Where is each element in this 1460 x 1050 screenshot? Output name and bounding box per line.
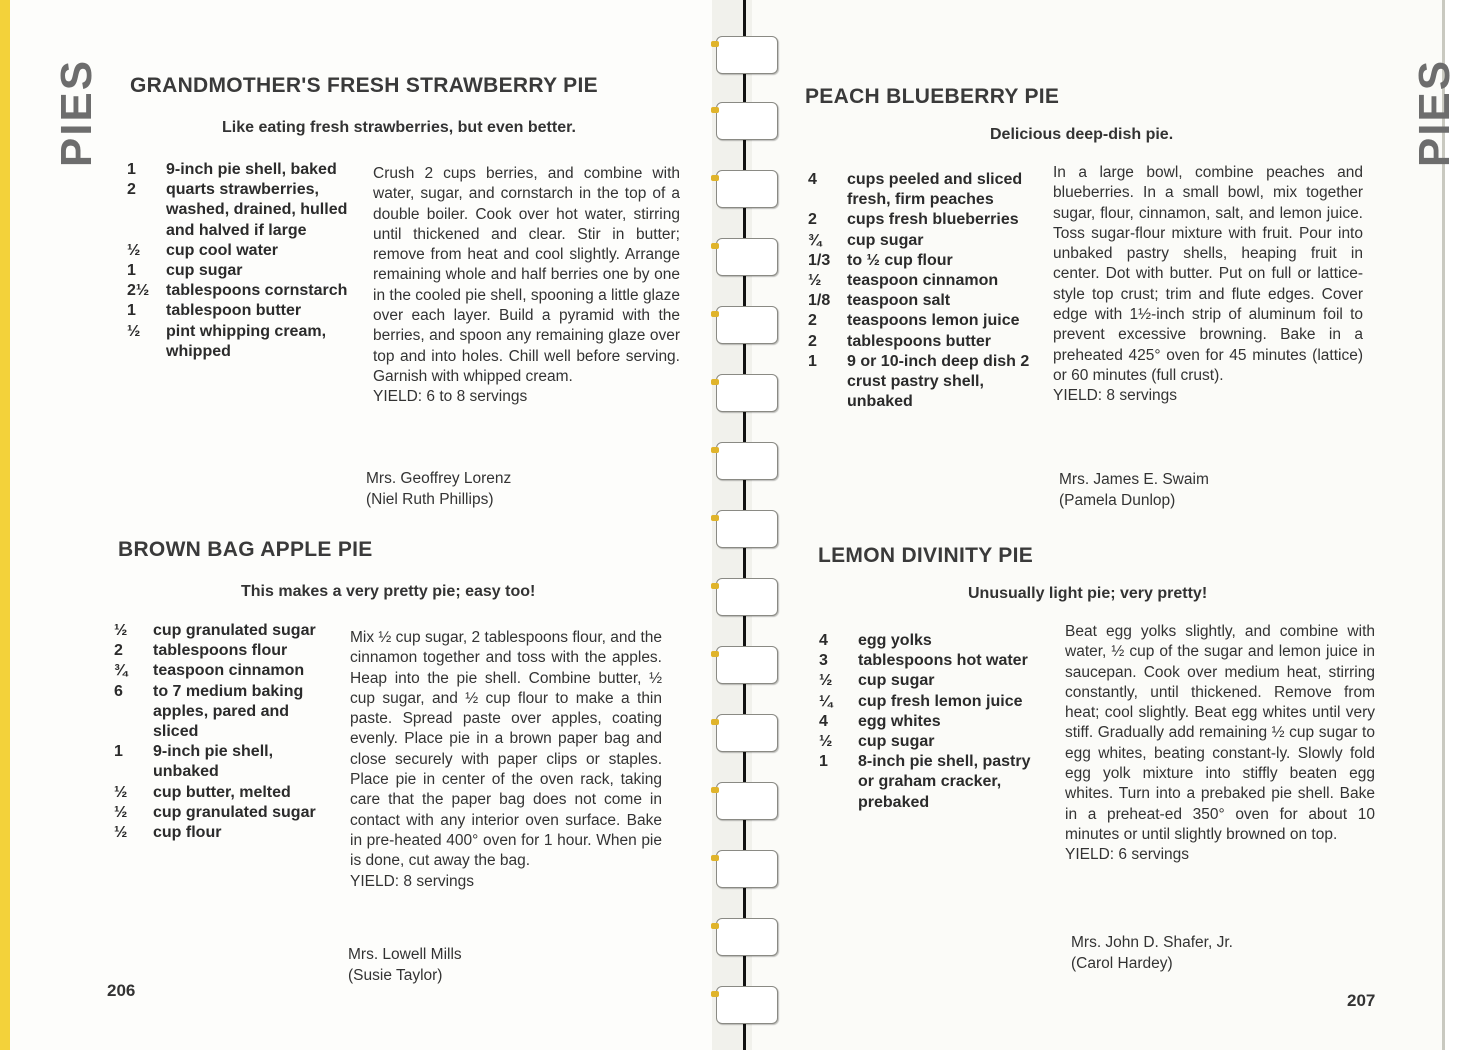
recipe-method — [373, 164, 680, 408]
recipe-title: BROWN BAG APPLE PIE — [118, 538, 373, 561]
ingredient-quantity: 1 — [127, 302, 136, 320]
ingredient-item — [127, 160, 352, 180]
ingredient-quantity: 1/3 — [808, 251, 831, 269]
ingredient-item — [127, 322, 352, 362]
binding-ring — [716, 510, 778, 548]
ingredient-item — [808, 311, 1038, 331]
ingredient-quantity: 2 — [127, 181, 136, 199]
recipe-method — [1053, 163, 1363, 407]
ingredient-text: 9 or 10-inch deep dish 2 crust pastry shell, unbaked — [847, 352, 1030, 411]
binding-ring — [716, 646, 778, 684]
binding-ring — [716, 170, 778, 208]
ingredient-text: cup granulated sugar — [153, 622, 316, 639]
ingredient-item — [819, 651, 1044, 671]
page-number-right: 207 — [1347, 991, 1376, 1010]
ingredient-text: to 7 medium baking apples, pared and sliced — [153, 682, 304, 741]
section-tab-right: PIES — [1410, 58, 1460, 168]
ingredient-item — [808, 210, 1038, 230]
credit-name: Mrs. James E. Swaim — [1059, 471, 1209, 488]
ingredient-item — [819, 671, 1044, 691]
ingredient-text: cup sugar — [858, 672, 935, 690]
ingredient-item — [819, 712, 1044, 732]
ingredient-text: teaspoons lemon juice — [847, 312, 1020, 330]
ingredient-text: tablespoons hot water — [858, 652, 1028, 670]
ingredient-quantity: 4 — [819, 632, 828, 649]
ingredient-item — [808, 291, 1038, 311]
binding-ring — [716, 782, 778, 820]
ingredient-item — [808, 271, 1038, 291]
ingredient-item — [114, 682, 336, 743]
ingredient-quantity: 2 — [808, 312, 817, 330]
ingredient-quantity: ½ — [114, 824, 128, 842]
ingredient-list — [114, 621, 336, 843]
ingredient-text: cups fresh blueberries — [847, 211, 1019, 229]
ingredient-text: cups peeled and sliced fresh, firm peaches — [847, 171, 1023, 209]
recipe-credit — [1071, 932, 1233, 974]
recipe-subtitle: This makes a very pretty pie; easy too! — [241, 583, 536, 600]
recipe-method — [1065, 622, 1375, 866]
ingredient-text: teaspoon cinnamon — [153, 662, 305, 680]
ingredient-quantity: ½ — [114, 803, 128, 821]
ingredient-text: egg yolks — [858, 632, 932, 649]
ingredient-item — [114, 621, 336, 641]
ingredient-item — [127, 281, 352, 301]
cover-edge — [0, 0, 10, 1050]
ingredient-text: egg whites — [858, 712, 941, 730]
credit-maiden-name: (Pamela Dunlop) — [1059, 492, 1176, 509]
ingredient-item — [808, 251, 1038, 271]
ingredient-item — [114, 742, 336, 782]
binding-ring — [716, 918, 778, 956]
credit-name: Mrs. Geoffrey Lorenz — [366, 470, 512, 487]
ingredient-quantity: 2 — [114, 642, 123, 660]
ingredient-list — [819, 631, 1044, 813]
recipe-yield: YIELD: 8 servings — [350, 872, 475, 890]
left-page — [10, 0, 722, 1050]
binding-ring — [716, 102, 778, 140]
method-text: Beat egg yolks slightly, and combine with water, ½ cup of the sugar and lemon juice in saucepan. Cook over medium heat, stirring constantly, until thickened. Remove from heat; cool slightly. Beat egg whites until very stiff. Gradually add remaining ½ cup sugar to egg whites, beating constant-ly. Slowly fold egg yolk mixture into stiffly beaten egg whites. Turn into a prebaked pie shell. Bake in a preheat-ed 350° oven for about 10 minutes or until slightly browned on top. — [1065, 623, 1375, 843]
ingredient-text: tablespoons butter — [847, 332, 992, 350]
recipe-credit — [366, 468, 511, 510]
ingredient-quantity: 6 — [114, 682, 123, 700]
ingredient-quantity: 1 — [127, 262, 136, 280]
binding-ring — [716, 374, 778, 412]
recipe-subtitle: Delicious deep-dish pie. — [990, 126, 1174, 143]
recipe-yield: YIELD: 6 servings — [1065, 846, 1190, 864]
ingredient-text: cup sugar — [847, 231, 924, 249]
section-tab-left: PIES — [52, 58, 102, 168]
recipe-yield: YIELD: 8 servings — [1053, 387, 1178, 405]
ingredient-text: tablespoons flour — [153, 642, 288, 660]
ingredient-text: tablespoons cornstarch — [166, 282, 348, 300]
ingredient-text: cup granulated sugar — [153, 803, 316, 821]
recipe-title: GRANDMOTHER'S FRESH STRAWBERRY PIE — [130, 74, 598, 97]
ingredient-quantity: 4 — [808, 171, 817, 188]
ingredient-item — [808, 231, 1038, 251]
right-page — [748, 0, 1445, 1050]
method-text: In a large bowl, combine peaches and blueberries. In a small bowl, mix together sugar, flour, cinnamon, salt, and lemon juice. Toss sugar-flour mixture with fruit. Pour into unbaked pastry shells, heaping fruit in center. Dot with butter. Put on full or lattice-style top crust; trim and flute edges. Cover edge with 1½-inch strip of aluminum foil to prevent excessive browning. Bake in a preheated 425° oven for 45 minutes (lattice) or 60 minutes (full crust). — [1053, 164, 1363, 384]
ingredient-item — [819, 692, 1044, 712]
ingredient-quantity: ½ — [114, 783, 128, 801]
ingredient-quantity: ½ — [808, 272, 822, 290]
ingredient-text: cup butter, melted — [153, 783, 291, 801]
recipe-credit — [1059, 469, 1209, 511]
ingredient-quantity: ½ — [114, 622, 128, 639]
ingredient-list — [808, 170, 1038, 412]
ingredient-item — [808, 170, 1038, 210]
ingredient-item — [114, 803, 336, 823]
ingredient-quantity: 1 — [127, 161, 136, 178]
ingredient-quantity: ¼ — [819, 692, 833, 710]
recipe-yield: YIELD: 6 to 8 servings — [373, 388, 528, 406]
recipe-subtitle: Unusually light pie; very pretty! — [968, 585, 1208, 602]
binding-ring — [716, 578, 778, 616]
ingredient-quantity: 2 — [808, 211, 817, 229]
ingredient-text: tablespoon butter — [166, 302, 302, 320]
ingredient-text: 9-inch pie shell, baked — [166, 161, 337, 178]
recipe-title: LEMON DIVINITY PIE — [818, 544, 1034, 567]
ingredient-quantity: ½ — [819, 672, 833, 690]
ingredient-text: cup cool water — [166, 241, 279, 259]
ingredient-text: pint whipping cream, whipped — [166, 322, 327, 360]
binding-ring — [716, 714, 778, 752]
ingredient-text: to ½ cup flour — [847, 251, 953, 269]
binding-ring — [716, 306, 778, 344]
binding-ring — [716, 36, 778, 74]
method-text: Mix ½ cup sugar, 2 tablespoons flour, and the cinnamon together and toss with the apples. Heap into the pie shell. Combine butter, ½ cup sugar, and ½ cup flour to make a thin paste. Spread paste over apples, coating evenly. Place pie in a brown paper bag and close securely with paper clips or staples. Place pie in center of the oven rack, taking care that the paper bag does not come in contact with any interior oven surface. Bake in pre-heated 400° oven for 1 hour. When pie is done, cut away the bag. — [350, 629, 662, 870]
ingredient-item — [819, 631, 1044, 651]
ingredient-quantity: 1 — [819, 753, 828, 771]
ingredient-quantity: ¾ — [114, 662, 128, 680]
recipe-subtitle: Like eating fresh strawberries, but even better. — [222, 119, 576, 136]
page-number-left: 206 — [107, 981, 136, 1000]
ingredient-quantity: 4 — [819, 712, 828, 730]
credit-maiden-name: (Susie Taylor) — [348, 967, 443, 984]
ingredient-text: 9-inch pie shell, unbaked — [153, 743, 274, 781]
recipe-credit — [348, 944, 462, 986]
ingredient-item — [127, 261, 352, 281]
ingredient-quantity: 1/8 — [808, 292, 831, 310]
ingredient-item — [819, 732, 1044, 752]
ingredient-text: cup sugar — [166, 262, 243, 280]
ingredient-item — [127, 301, 352, 321]
ingredient-quantity: 3 — [819, 652, 828, 670]
ingredient-text: teaspoon cinnamon — [847, 272, 999, 290]
ingredient-text: cup fresh lemon juice — [858, 692, 1023, 710]
binding-ring — [716, 850, 778, 888]
ingredient-item — [114, 661, 336, 681]
binding-ring — [716, 238, 778, 276]
binding-ring — [716, 442, 778, 480]
binding-ring — [716, 986, 778, 1024]
ingredient-item — [127, 180, 352, 241]
ingredient-text: cup sugar — [858, 733, 935, 751]
method-text: Crush 2 cups berries, and combine with water, sugar, and cornstarch in the top of a double boiler. Cook over hot water, stirring until thickened and clear. Stir in butter; remove from heat and cool slightly. Arrange remaining whole and half berries one by one in the cooled pie shell, spooning a little glaze over each layer. Build a pyramid with the berries, and spoon any remaining glaze over top and into holes. Chill well before serving. Garnish with whipped cream. — [373, 165, 680, 385]
ingredient-text: 8-inch pie shell, pastry or graham cracker, prebaked — [858, 753, 1031, 811]
ingredient-text: quarts strawberries, washed, drained, hulled and halved if large — [166, 181, 348, 239]
ingredient-text: teaspoon salt — [847, 292, 951, 310]
recipe-title: PEACH BLUEBERRY PIE — [805, 85, 1060, 108]
ingredient-quantity: 1 — [808, 352, 817, 370]
ingredient-quantity: ½ — [819, 733, 833, 751]
credit-name: Mrs. Lowell Mills — [348, 946, 462, 963]
ingredient-item — [127, 241, 352, 261]
ingredient-quantity: 2 — [808, 332, 817, 350]
recipe-method — [350, 628, 662, 892]
ingredient-item — [808, 352, 1038, 413]
ingredient-quantity: ½ — [127, 322, 141, 340]
ingredient-quantity: ¾ — [808, 231, 822, 249]
ingredient-item — [808, 332, 1038, 352]
credit-name: Mrs. John D. Shafer, Jr. — [1071, 934, 1233, 951]
ingredient-item — [819, 752, 1044, 813]
ingredient-quantity: 1 — [114, 743, 123, 761]
ingredient-quantity: ½ — [127, 241, 141, 259]
credit-maiden-name: (Carol Hardey) — [1071, 955, 1173, 972]
credit-maiden-name: (Niel Ruth Phillips) — [366, 491, 494, 508]
ingredient-item — [114, 823, 336, 843]
ingredient-text: cup flour — [153, 824, 222, 842]
ingredient-list — [127, 160, 352, 362]
ingredient-item — [114, 641, 336, 661]
ingredient-item — [114, 783, 336, 803]
ingredient-quantity: 2½ — [127, 282, 150, 300]
